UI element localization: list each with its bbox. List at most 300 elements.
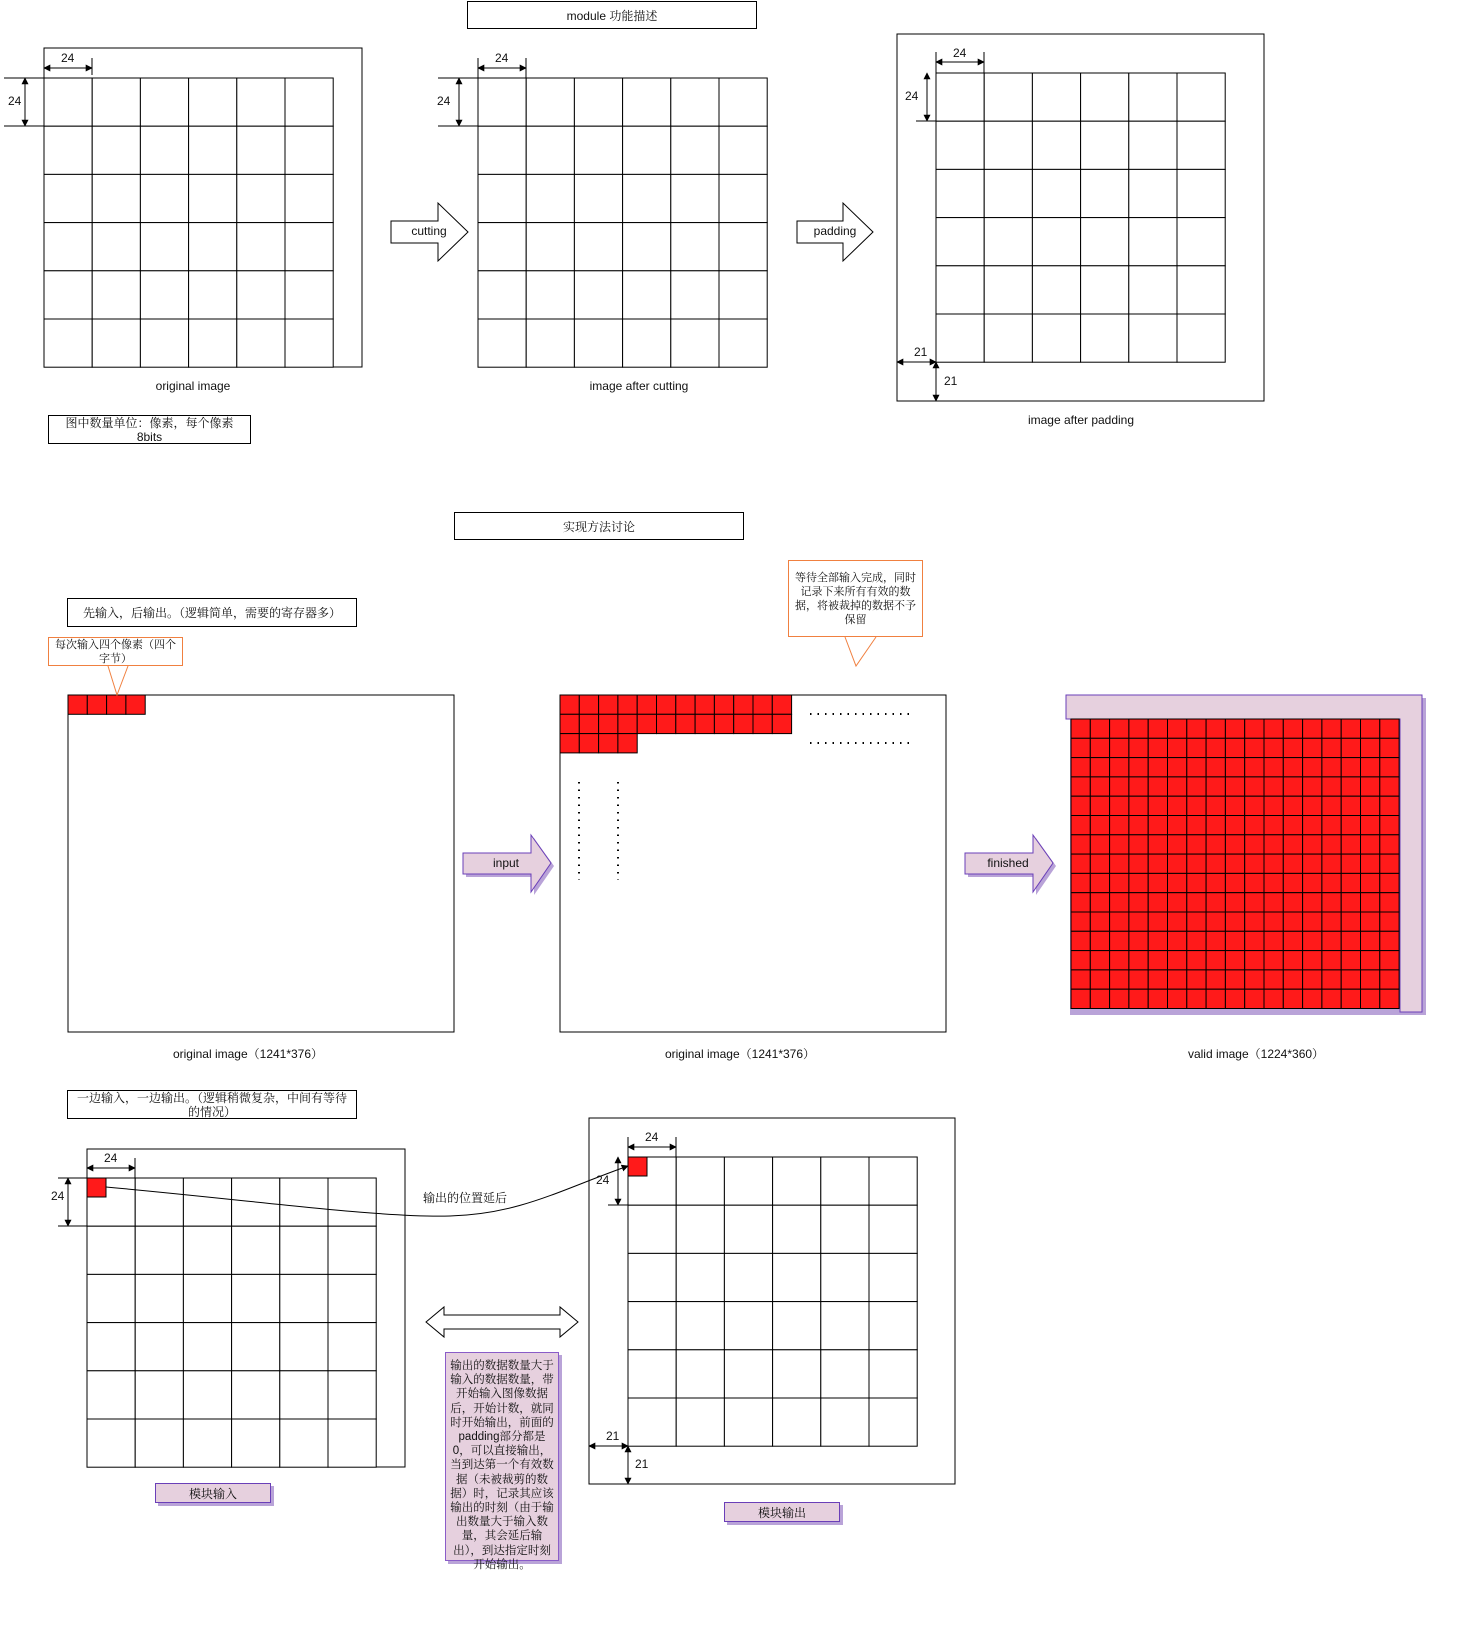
module-input-label: 模块输入 <box>155 1483 271 1503</box>
pixel-block <box>1206 816 1225 835</box>
pixel-block <box>1283 816 1302 835</box>
pixel-block <box>1129 835 1148 854</box>
wait-callout: 等待全部输入完成，同时记录下来所有有效的数据，将被裁掉的数据不予保留 <box>788 560 923 637</box>
pixel-block <box>1148 873 1167 892</box>
grid-cell <box>285 174 333 222</box>
pixel-block <box>1168 989 1187 1008</box>
cut-image-caption: image after cutting <box>589 379 689 393</box>
grid-cell <box>237 126 285 174</box>
grid-cell <box>623 174 671 222</box>
grid-cell <box>1081 121 1129 169</box>
pixel-block <box>1245 796 1264 815</box>
grid-cell <box>189 126 237 174</box>
pixel-block <box>1225 912 1244 931</box>
pixel-block <box>1264 854 1283 873</box>
grid-cell <box>1177 73 1225 121</box>
pixel-block <box>1110 738 1129 757</box>
grid-cell <box>478 223 526 271</box>
pixel-block <box>1322 796 1341 815</box>
pixel-block <box>1303 796 1322 815</box>
pixel-block <box>772 695 791 714</box>
pixel-block <box>1168 873 1187 892</box>
grid-cell <box>44 319 92 367</box>
pixel-block <box>1187 816 1206 835</box>
pixel-block <box>1225 893 1244 912</box>
grid-cell <box>936 314 984 362</box>
explanation-note: 输出的数据数量大于输入的数据数量，带开始输入图像数据后，开始计数，就同时开始输出，前面的padding部分都是0，可以直接输出，当到达第一个有效数据（未被裁剪的数据）时，记录其应该输出的时刻（由于输出数量大于输入数量，其会延后输出），到达指定时刻开始输出。 <box>445 1352 559 1561</box>
grid-cell <box>628 1253 676 1301</box>
pixel-block <box>1071 738 1090 757</box>
grid-cell <box>526 319 574 367</box>
pixel-block <box>1264 931 1283 950</box>
grid-cell <box>984 73 1032 121</box>
pixel-block <box>1245 893 1264 912</box>
pixel-block <box>579 734 598 753</box>
pixel-block <box>1110 951 1129 970</box>
grid-cell <box>1032 121 1080 169</box>
pixel-block <box>1225 738 1244 757</box>
pixel-block <box>1148 777 1167 796</box>
grid-cell <box>821 1157 869 1205</box>
grid-cell <box>189 223 237 271</box>
grid-cell <box>280 1419 328 1467</box>
pixel-block <box>1283 989 1302 1008</box>
pixel-block <box>1245 816 1264 835</box>
pixel-block <box>1129 758 1148 777</box>
pixel-block <box>1264 758 1283 777</box>
pixel-block <box>1110 796 1129 815</box>
grid-cell <box>1177 169 1225 217</box>
pixel-block <box>87 695 106 714</box>
pixel-block <box>1090 893 1109 912</box>
grid-cell <box>280 1226 328 1274</box>
pixel-block <box>1071 912 1090 931</box>
grid-cell <box>135 1226 183 1274</box>
pixel-block <box>1168 816 1187 835</box>
pixel-block <box>1110 854 1129 873</box>
pixel-block <box>1206 970 1225 989</box>
pixel-block <box>1110 931 1129 950</box>
pixel-block <box>1283 719 1302 738</box>
grid-cell <box>478 174 526 222</box>
grid-cell <box>574 126 622 174</box>
pixel-block <box>1361 989 1380 1008</box>
pixel-block <box>1206 989 1225 1008</box>
pixel-block <box>734 695 753 714</box>
pixel-block <box>1148 989 1167 1008</box>
pixel-block <box>1206 835 1225 854</box>
pixel-block <box>1341 912 1360 931</box>
pixel-block <box>1129 951 1148 970</box>
grid-cell <box>140 126 188 174</box>
grid-cell <box>773 1398 821 1446</box>
pixel-block <box>1303 951 1322 970</box>
grid-cell <box>719 126 767 174</box>
pixel-block <box>1110 893 1129 912</box>
pixel-block <box>1090 835 1109 854</box>
pixel-block <box>1303 738 1322 757</box>
grid-cell <box>1129 218 1177 266</box>
pixel-block <box>1245 951 1264 970</box>
grid-cell <box>1177 121 1225 169</box>
grid-cell <box>1032 218 1080 266</box>
pixel-block <box>1283 796 1302 815</box>
pixel-block <box>1361 719 1380 738</box>
grid-cell <box>676 1350 724 1398</box>
pixel-block <box>1168 835 1187 854</box>
finished-arrow-label: finished <box>987 856 1029 870</box>
grid-cell <box>237 319 285 367</box>
double-arrow <box>426 1307 578 1337</box>
pixel-block <box>1090 796 1109 815</box>
pixel-block <box>1361 777 1380 796</box>
grid-cell <box>773 1350 821 1398</box>
pixel-block <box>1110 816 1129 835</box>
padded-image-grid <box>936 73 1225 362</box>
pixel-block <box>1264 738 1283 757</box>
pixel-block <box>1168 951 1187 970</box>
grid-cell <box>1129 266 1177 314</box>
pixel-block <box>1303 758 1322 777</box>
grid-cell <box>140 319 188 367</box>
grid-cell <box>773 1157 821 1205</box>
pixel-block <box>1090 970 1109 989</box>
pixel-block <box>1322 816 1341 835</box>
grid-cell <box>623 223 671 271</box>
pixel-block <box>1168 738 1187 757</box>
pixel-block <box>1071 816 1090 835</box>
grid-cell <box>280 1178 328 1226</box>
pixel-block <box>1187 777 1206 796</box>
pixel-block <box>560 714 579 733</box>
grid-cell <box>724 1302 772 1350</box>
pixel-block <box>1071 777 1090 796</box>
pixel-block <box>1090 816 1109 835</box>
grid-cell <box>189 271 237 319</box>
grid-cell <box>719 174 767 222</box>
pixel-block <box>1264 970 1283 989</box>
input-arrow-label: input <box>492 856 520 870</box>
pixel-block <box>1303 873 1322 892</box>
grid-cell <box>328 1371 376 1419</box>
pixel-block <box>1264 777 1283 796</box>
grid-cell <box>773 1253 821 1301</box>
grid-cell <box>936 266 984 314</box>
grid-cell <box>280 1274 328 1322</box>
valid-image-caption: valid image（1224*360） <box>1187 1047 1325 1061</box>
grid-cell <box>1129 314 1177 362</box>
pixel-block <box>1322 719 1341 738</box>
pixel-block <box>1341 719 1360 738</box>
pixel-block <box>599 695 618 714</box>
pixel-block <box>1168 854 1187 873</box>
grid-cell <box>623 319 671 367</box>
pixel-block <box>1187 951 1206 970</box>
pixel-block <box>1168 758 1187 777</box>
grid-cell <box>574 223 622 271</box>
pixel-block <box>1380 931 1399 950</box>
pixel-block <box>1264 912 1283 931</box>
pixel-block <box>1361 912 1380 931</box>
pixel-block <box>1071 893 1090 912</box>
pixel-block <box>618 714 637 733</box>
grid-cell <box>526 271 574 319</box>
pixel-block <box>772 714 791 733</box>
pixel-block <box>1303 970 1322 989</box>
pixel-block <box>1148 816 1167 835</box>
dim-label-21: 21 <box>914 345 928 359</box>
grid-cell <box>526 78 574 126</box>
grid-cell <box>574 319 622 367</box>
grid-cell <box>232 1419 280 1467</box>
grid-cell <box>140 271 188 319</box>
grid-cell <box>1032 266 1080 314</box>
padded-image-caption: image after padding <box>1027 413 1135 427</box>
pixel-block <box>1090 738 1109 757</box>
dim-label-24: 24 <box>905 89 919 103</box>
pixel-block <box>1110 989 1129 1008</box>
pixel-block <box>1361 835 1380 854</box>
approach-2-note: 一边输入，一边输出。（逻辑稍微复杂，中间有等待的情况） <box>67 1090 357 1119</box>
grid-cell <box>135 1178 183 1226</box>
grid-cell <box>183 1419 231 1467</box>
dim-label-21: 21 <box>635 1457 649 1471</box>
grid-cell <box>821 1350 869 1398</box>
pixel-block <box>1341 989 1360 1008</box>
pixel-block <box>1303 893 1322 912</box>
grid-cell <box>44 271 92 319</box>
pixel-block <box>1303 854 1322 873</box>
grid-cell <box>285 78 333 126</box>
pixel-block <box>734 714 753 733</box>
dim-label-24: 24 <box>437 94 451 108</box>
pixel-block <box>1071 873 1090 892</box>
pixel-block <box>1090 758 1109 777</box>
grid-cell <box>526 174 574 222</box>
pixel-block <box>1110 719 1129 738</box>
pixel-block <box>1225 931 1244 950</box>
pixel-block <box>1245 854 1264 873</box>
grid-cell <box>676 1302 724 1350</box>
pixel-block <box>599 714 618 733</box>
grid-cell <box>87 1323 135 1371</box>
grid-cell <box>285 271 333 319</box>
pixel-block <box>1361 758 1380 777</box>
pixel-block <box>1322 854 1341 873</box>
module-output-grid <box>628 1157 917 1446</box>
grid-cell <box>140 174 188 222</box>
pixel-block <box>107 695 126 714</box>
grid-cell <box>87 1274 135 1322</box>
input-pixels-group <box>68 695 145 714</box>
pixel-block <box>1380 989 1399 1008</box>
grid-cell <box>92 174 140 222</box>
grid-cell <box>183 1226 231 1274</box>
delay-label: 输出的位置延后 <box>423 1191 508 1205</box>
pixel-block <box>1264 989 1283 1008</box>
grid-cell <box>232 1371 280 1419</box>
pixel-block <box>1341 893 1360 912</box>
input-callout: 每次输入四个像素（四个字节） <box>48 637 183 666</box>
grid-cell <box>1081 218 1129 266</box>
pixel-block <box>1245 777 1264 796</box>
grid-cell <box>92 223 140 271</box>
pixel-block <box>1361 738 1380 757</box>
pixel-block <box>1380 951 1399 970</box>
pixel-block <box>1090 777 1109 796</box>
grid-cell <box>671 319 719 367</box>
pixel-block <box>1206 758 1225 777</box>
pixel-block <box>1225 989 1244 1008</box>
grid-cell <box>821 1398 869 1446</box>
grid-cell <box>237 78 285 126</box>
pixel-block <box>1110 873 1129 892</box>
grid-cell <box>526 126 574 174</box>
pixel-block <box>1245 912 1264 931</box>
pixel-block <box>1110 758 1129 777</box>
pixel-block <box>1283 873 1302 892</box>
pixel-block <box>1322 835 1341 854</box>
pixel-block <box>1168 719 1187 738</box>
input-image-frame-1 <box>68 695 454 1032</box>
grid-cell <box>1129 73 1177 121</box>
dim-label-24: 24 <box>8 94 22 108</box>
grid-cell <box>135 1274 183 1322</box>
pixel-block <box>1380 796 1399 815</box>
pixel-block <box>1225 719 1244 738</box>
grid-cell <box>869 1302 917 1350</box>
dim-label-24: 24 <box>495 51 509 65</box>
pixel-block <box>1187 796 1206 815</box>
grid-cell <box>869 1157 917 1205</box>
pixel-block <box>637 714 656 733</box>
pixel-block <box>1148 758 1167 777</box>
pixel-block <box>1322 893 1341 912</box>
pixel-block <box>1225 951 1244 970</box>
grid-cell <box>135 1371 183 1419</box>
grid-cell <box>140 78 188 126</box>
pixel-block <box>68 695 87 714</box>
grid-cell <box>724 1398 772 1446</box>
pixel-block <box>1322 970 1341 989</box>
method-title: 实现方法讨论 <box>454 512 744 540</box>
pixel-block <box>1148 951 1167 970</box>
pixel-block <box>1129 912 1148 931</box>
dim-label-21: 21 <box>606 1429 620 1443</box>
grid-cell <box>44 174 92 222</box>
pixel-block <box>1264 893 1283 912</box>
dim-label-24: 24 <box>61 51 75 65</box>
grid-cell <box>232 1226 280 1274</box>
grid-cell <box>189 319 237 367</box>
pixel-block <box>1148 912 1167 931</box>
grid-cell <box>526 223 574 271</box>
grid-cell <box>280 1323 328 1371</box>
callout-pointer-2 <box>845 637 876 666</box>
grid-cell <box>328 1274 376 1322</box>
pixel-block <box>579 714 598 733</box>
pixel-block <box>1303 816 1322 835</box>
grid-cell <box>478 126 526 174</box>
grid-cell <box>671 78 719 126</box>
pixel-block <box>1206 854 1225 873</box>
pixel-block <box>1206 893 1225 912</box>
input-image-caption-2: original image（1241*376） <box>664 1047 816 1061</box>
pixel-block <box>560 695 579 714</box>
pixel-block <box>1071 970 1090 989</box>
grid-cell <box>1129 121 1177 169</box>
module-output-label: 模块输出 <box>724 1502 840 1522</box>
pixel-block <box>1206 796 1225 815</box>
dim-label-24: 24 <box>104 1151 118 1165</box>
pixel-block <box>1245 931 1264 950</box>
pixel-block <box>1168 912 1187 931</box>
pixel-block <box>1245 758 1264 777</box>
pixel-block <box>1187 854 1206 873</box>
pixel-block <box>579 695 598 714</box>
grid-cell <box>285 126 333 174</box>
original-image-caption: original image <box>155 379 231 393</box>
units-note: 图中数量单位：像素，每个像素8bits <box>48 415 251 444</box>
grid-cell <box>183 1323 231 1371</box>
pixel-block <box>1187 893 1206 912</box>
grid-cell <box>936 169 984 217</box>
grid-cell <box>135 1323 183 1371</box>
pixel-block <box>1071 854 1090 873</box>
grid-cell <box>1032 169 1080 217</box>
pixel-block <box>753 714 772 733</box>
pixel-block <box>1090 951 1109 970</box>
pixel-block <box>1264 951 1283 970</box>
grid-cell <box>92 78 140 126</box>
pixel-block <box>1245 738 1264 757</box>
pixel-block <box>1341 970 1360 989</box>
pixel-block <box>1361 854 1380 873</box>
pixel-block <box>1148 719 1167 738</box>
pixel-block <box>1361 796 1380 815</box>
pixel-block <box>1206 777 1225 796</box>
pixel-block <box>1361 970 1380 989</box>
pixel-block <box>1206 719 1225 738</box>
pixel-block <box>1225 835 1244 854</box>
pixel-block <box>618 734 637 753</box>
pixel-block <box>1380 816 1399 835</box>
pixel-block <box>1129 777 1148 796</box>
pixel-block <box>1380 758 1399 777</box>
grid-cell <box>44 126 92 174</box>
grid-cell <box>676 1157 724 1205</box>
grid-cell <box>628 1302 676 1350</box>
pixel-block <box>1148 854 1167 873</box>
grid-cell <box>92 126 140 174</box>
pixel-block <box>1341 796 1360 815</box>
grid-cell <box>1177 218 1225 266</box>
pixel-block <box>1245 970 1264 989</box>
grid-cell <box>984 121 1032 169</box>
dim-label-24: 24 <box>953 46 967 60</box>
pixel-block <box>1168 796 1187 815</box>
grid-cell <box>671 126 719 174</box>
pixel-block <box>1129 738 1148 757</box>
pixel-block <box>1110 777 1129 796</box>
module-input-grid <box>87 1178 376 1467</box>
pixel-block <box>1129 719 1148 738</box>
grid-cell <box>724 1253 772 1301</box>
grid-cell <box>821 1205 869 1253</box>
pixel-block <box>1264 816 1283 835</box>
pixel-block <box>1303 931 1322 950</box>
pixel-block <box>1168 777 1187 796</box>
